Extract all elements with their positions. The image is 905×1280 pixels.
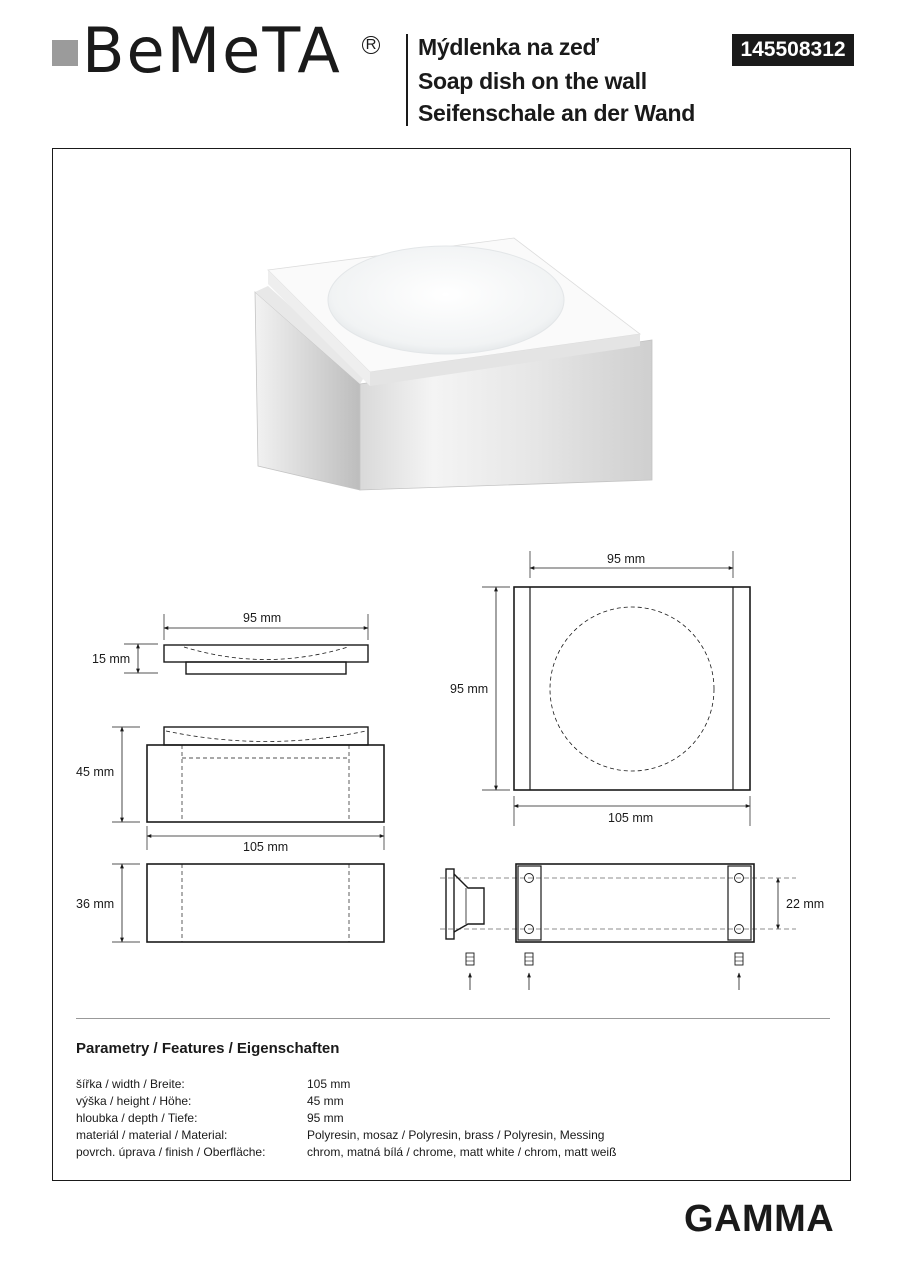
title-german: Seifenschale an der Wand [418, 100, 695, 126]
spec-label: šířka / width / Breite: [76, 1077, 185, 1091]
spec-row-finish [76, 1144, 836, 1161]
dim-insert-height: 15 mm [92, 652, 131, 666]
dim-top-width: 95 mm [607, 552, 646, 566]
spec-row-width [76, 1076, 836, 1093]
spec-value: 105 mm [307, 1077, 351, 1091]
features-heading: Parametry / Features / Eigenschaften [76, 1040, 340, 1057]
product-photo [255, 238, 652, 490]
spec-value: Polyresin, mosaz / Polyresin, brass / Polyresin, Messing [307, 1128, 605, 1142]
title-czech: Mýdlenka na zeď [418, 34, 599, 60]
title-english: Soap dish on the wall [418, 68, 647, 94]
spec-row-material [76, 1127, 836, 1144]
dim-hole-spacing: 22 mm [786, 897, 825, 911]
spec-row-depth [76, 1110, 836, 1127]
wall-bracket-drawing [440, 864, 796, 990]
spec-value: 95 mm [307, 1111, 344, 1125]
top-view-drawing [482, 551, 750, 826]
product-code-badge: 145508312 [732, 34, 854, 66]
dim-top-height: 95 mm [450, 682, 489, 696]
spec-label: hloubka / depth / Tiefe: [76, 1111, 198, 1125]
spec-value: 45 mm [307, 1094, 344, 1108]
dim-holder-height: 36 mm [76, 897, 115, 911]
spec-value: chrom, matná bílá / chrome, matt white / chrom, matt weiß [307, 1145, 617, 1159]
front-view-drawing [112, 727, 384, 850]
dim-top-overall-width: 105 mm [608, 811, 654, 825]
dim-front-width: 105 mm [243, 840, 289, 854]
holder-front-drawing [112, 864, 384, 942]
spec-label: povrch. úprava / finish / Oberfläche: [76, 1145, 266, 1159]
series-name: GAMMA [684, 1198, 835, 1240]
features-divider [76, 1018, 830, 1019]
dim-insert-width: 95 mm [243, 611, 282, 625]
brand-logo: BeMeTA [82, 14, 342, 87]
spec-label: materiál / material / Material: [76, 1128, 228, 1142]
dim-front-height: 45 mm [76, 765, 115, 779]
spec-row-height [76, 1093, 836, 1110]
registered-mark: R [362, 36, 380, 54]
spec-label: výška / height / Höhe: [76, 1094, 192, 1108]
